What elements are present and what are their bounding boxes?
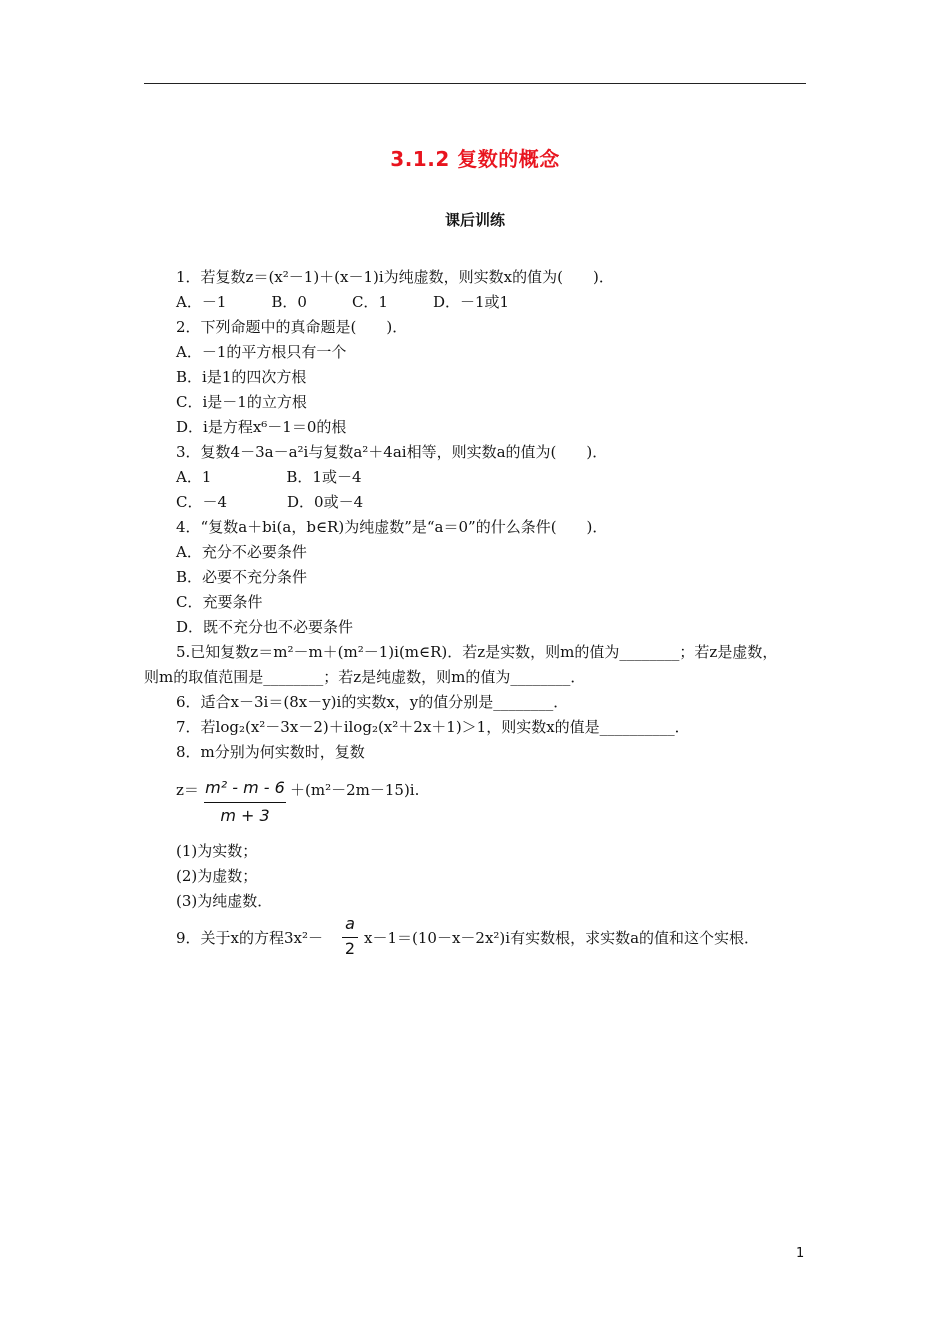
question-1: 1．若复数z＝(x²－1)＋(x－1)i为纯虚数，则实数x的值为( )． [176,268,614,286]
q8-part-3: (3)为纯虚数． [176,892,273,910]
question-1-options: A．－1 B．0 C．1 D．－1或1 [176,293,510,311]
question-2-option-a: A．－1的平方根只有一个 [176,343,347,361]
fraction-bar [204,802,286,803]
question-2: 2．下列命题中的真命题是( )． [176,318,408,336]
page-number: 1 [796,1246,805,1261]
question-5: 5.已知复数z＝m²－m＋(m²－1)i(m∈R)．若z是实数，则m的值为________；若z是虚数， [176,643,778,661]
q8-numerator: m² - m - 6 [205,778,285,797]
question-4-option-a: A．充分不必要条件 [176,543,307,561]
q8-part-2: (2)为虚数； [176,867,258,885]
q9-denominator: 2 [344,939,356,958]
q9-numerator: a [345,914,355,933]
question-5-continued: 则m的取值范围是________；若z是纯虚数，则m的值为________． [144,668,586,686]
question-4-option-d: D．既不充分也不必要条件 [176,618,354,636]
question-3: 3．复数4－3a－a²i与复数a²＋4ai相等，则实数a的值为( )． [176,443,608,461]
question-4: 4．“复数a＋bi(a，b∈R)为纯虚数”是“a＝0”的什么条件( )． [176,518,608,536]
q8-part-1: (1)为实数； [176,842,258,860]
question-2-option-d: D．i是方程x⁶－1＝0的根 [176,418,347,436]
question-3-options-ab: A．1 B．1或－4 [176,468,362,486]
question-7: 7．若log₂(x²－3x－2)＋ilog₂(x²＋2x＋1)＞1，则实数x的值是__________． [176,718,690,736]
q9-lead: 9．关于x的方程3x²－ [176,929,324,947]
question-4-option-b: B．必要不充分条件 [176,568,308,586]
q9-tail: x－1＝(10－x－2x²)i有实数根，求实数a的值和这个实根． [364,929,760,947]
page-title: 3.1.2 复数的概念 [390,147,560,171]
question-6: 6．适合x－3i＝(8x－y)i的实数x，y的值分别是________． [176,693,569,711]
q8-formula-lead: z＝ [176,781,199,799]
question-2-option-c: C．i是－1的立方根 [176,393,307,411]
section-subtitle: 课后训练 [444,211,505,229]
q8-fraction [202,777,288,827]
question-2-option-b: B．i是1的四次方根 [176,368,307,386]
q8-denominator: m + 3 [220,806,270,825]
q8-formula-tail: ＋(m²－2m－15)i. [290,781,420,799]
header-rule [144,83,806,84]
question-8: 8．m分别为何实数时，复数 [176,743,365,761]
q9-fraction [340,914,360,960]
question-4-option-c: C．充要条件 [176,593,263,611]
fraction-bar [342,937,358,938]
question-3-options-cd: C．－4 D．0或－4 [176,493,364,511]
